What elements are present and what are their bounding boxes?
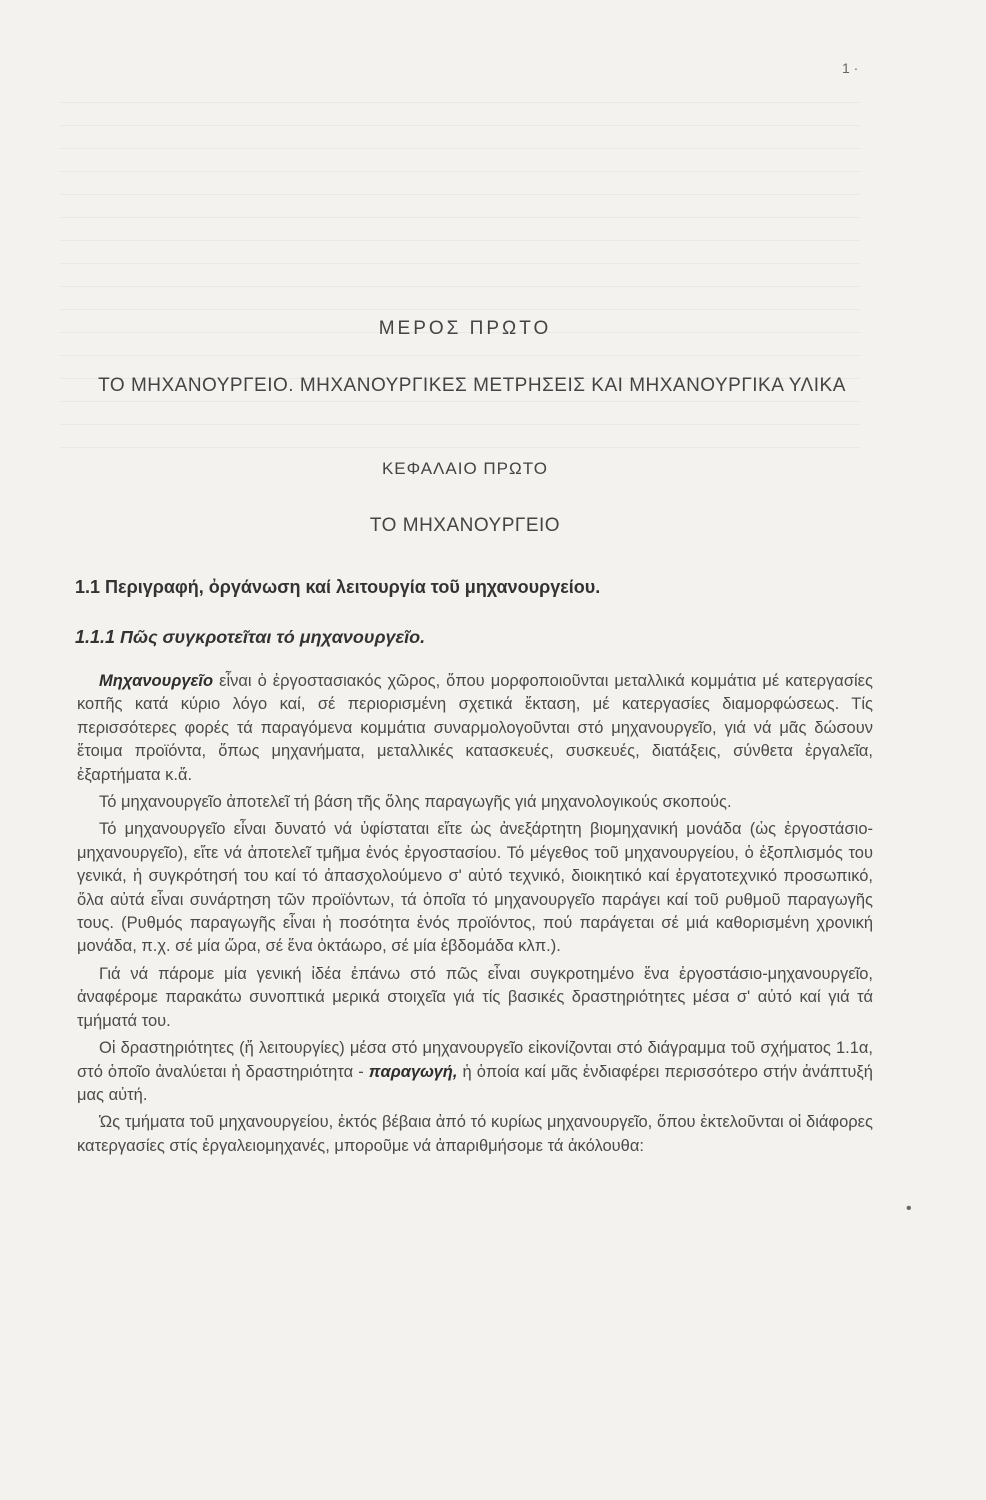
book-title: ΤΟ ΜΗΧΑΝΟΥΡΓΕΙΟ. ΜΗΧΑΝΟΥΡΓΙΚΕΣ ΜΕΤΡΗΣΕΙΣ ΚΑΙ ΜΗΧΑΝΟΥΡΓΙΚΑ ΥΛΙΚΑ	[98, 375, 846, 396]
chapter-label: ΚΕΦΑΛΑΙΟ ΠΡΩΤΟ	[381, 459, 549, 478]
body-text	[77, 670, 873, 1162]
chapter-title: ΤΟ ΜΗΧΑΝΟΥΡΓΕΙΟ	[369, 515, 561, 536]
section-heading: 1.1 Περιγραφή, ὀργάνωση καί λειτουργία τοῦ μηχανουργείου.	[75, 577, 601, 597]
paragraph-3: Τό μηχανουργεῖο εἶναι δυνατό νά ὑφίσταται εἴτε ὡς ἀνεξάρτητη βιομηχανική μονάδα (ὡς ἐργοστάσιο-μηχανουργεῖο), εἴτε νά ἀποτελεῖ τμῆμα ἑνός ἐργοστασίου. Τό μέγεθος τοῦ μηχανουργείου, ὁ ἐξοπλισμός του γενικά, ἡ συγκρότησή του καί τό ἀπασχολούμενο σ' αὐτό τεχνικό, διοικητικό καί ἐργατοτεχνικό προσωπικό, ὅλα αὐτά εἶναι συνάρτηση τῶν προϊόντων, τά ὁποῖα τό μηχανουργεῖο παράγει καί τοῦ ρυθμοῦ παραγωγῆς τους. (Ρυθμός παραγωγῆς εἶναι ἡ ποσότητα ἑνός προϊόντος, πού παράγεται σέ μιά καθορισμένη χρονική μονάδα, π.χ. σέ μία ὥρα, σέ ἕνα ὀκτάωρο, σέ μία ἑβδομάδα κλπ.).	[77, 820, 873, 956]
paragraph-1-text: εἶναι ὁ ἐργοστασιακός χῶρος, ὅπου μορφοποιοῦνται μεταλλικά κομμάτια μέ κατεργασίες κοπῆς κατά κύριο λόγο καί, σέ περιορισμένη σχετικά ἔκταση, μέ κατεργασίες διαμορφώσεως. Τίς περισσότερες φορές τά παραγόμενα κομμάτια συναρμολογοῦνται στό μηχανουργεῖο, γιά νά μᾶς δώσουν ἕτοιμα προϊόντα, ὅπως μηχανήματα, μεταλλικές κατασκευές, συσκευές, διατάξεις, σύνθετα ἐργαλεῖα, ἐξαρτήματα κ.ἄ.	[77, 672, 873, 784]
term-production: παραγωγή,	[368, 1062, 458, 1081]
paragraph-1	[77, 670, 873, 787]
term-mechanical-workshop: Μηχανουργεῖο	[99, 672, 214, 690]
subsection-heading: 1.1.1 Πῶς συγκροτεῖται τό μηχανουργεῖο.	[75, 627, 426, 647]
paragraph-4: Γιά νά πάρομε μία γενική ἰδέα ἐπάνω στό πῶς εἶναι συγκροτημένο ἕνα ἐργοστάσιο-μηχανουργεῖο, ἀναφέρομε παρακάτω συνοπτικά μερικά στοιχεῖα γιά τίς βασικές δραστηριότητες μέσα σ' αὐτό καί γιά τά τμήματά του.	[77, 964, 873, 1030]
bleed-through-texture	[60, 90, 860, 470]
paragraph-5-start: Οἱ δραστηριότητες (ἤ λειτουργίες) μέσα στό μηχανουργεῖο εἰκονίζονται στό διάγραμμα τοῦ σχήματος 1.1α, στό ὁποῖο ἀναλύεται ἡ δραστηριότητα -	[77, 1039, 873, 1081]
paragraph-2: Τό μηχανουργεῖο ἀποτελεῖ τή βάση τῆς ὅλης παραγωγῆς γιά μηχανολογικούς σκοπούς.	[99, 793, 732, 812]
paragraph-6: Ὡς τμήματα τοῦ μηχανουργείου, ἐκτός βέβαια ἀπό τό κυρίως μηχανουργεῖο, ὅπου ἐκτελοῦνται οἱ διάφορες κατεργασίες στίς ἐργαλειομηχανές, μποροῦμε νά ἀπαριθμήσομε τά ἀκόλουθα:	[77, 1113, 873, 1155]
page-corner-mark: 1 ·	[842, 60, 859, 76]
margin-dot: •	[906, 1200, 912, 1217]
paragraph-5	[77, 1037, 873, 1107]
part-title: ΜΕΡΟΣ ΠΡΩΤΟ	[378, 318, 552, 339]
paragraph-5-end: ἡ ὁποία καί μᾶς ἐνδιαφέρει περισσότερο στήν ἀνάπτυξή μας αὐτή.	[77, 1062, 873, 1104]
